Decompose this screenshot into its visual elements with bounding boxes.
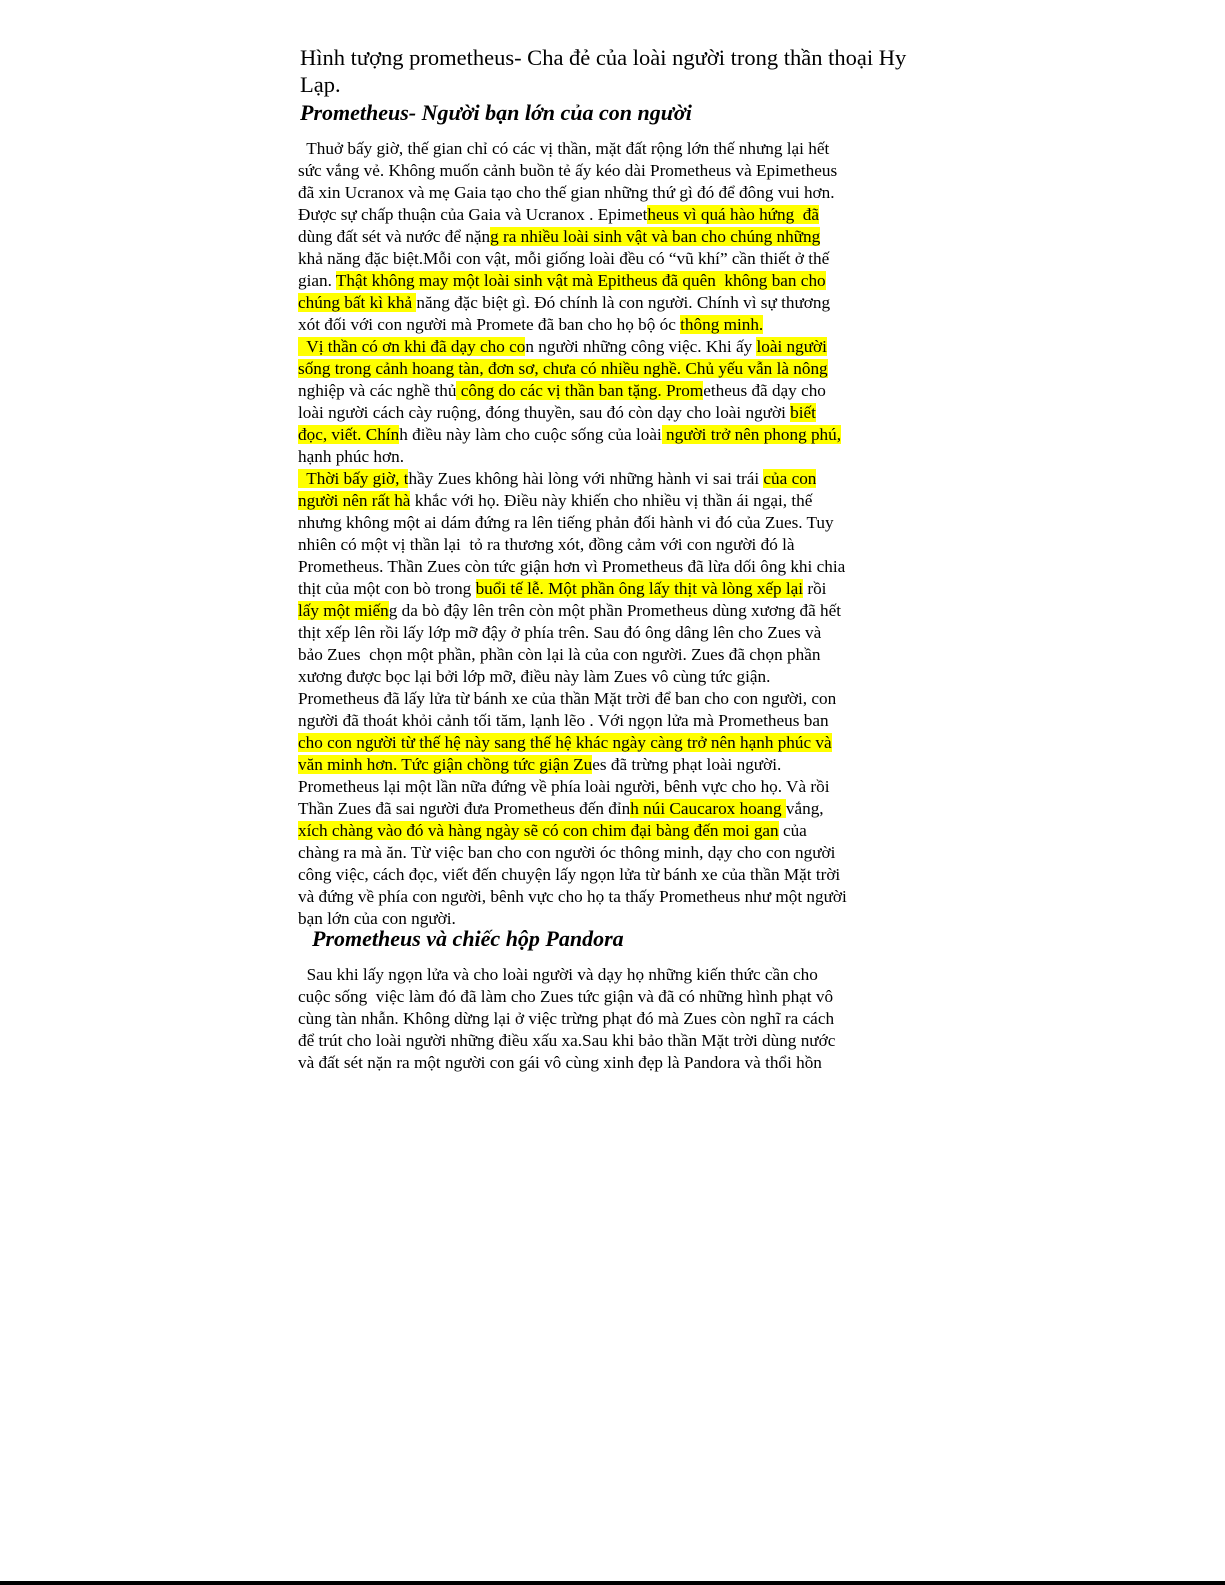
page-bottom-rule <box>0 1581 1225 1585</box>
text-line <box>298 1030 835 1052</box>
text-line <box>298 380 826 402</box>
highlighted-text: người trở nên phong phú, <box>661 425 842 444</box>
text-line <box>298 864 840 886</box>
highlighted-text: Thời bấy giờ, t <box>298 469 409 488</box>
text-run: chàng ra mà ăn. Từ việc ban cho con người óc thông minh, dạy cho con người <box>298 843 836 862</box>
highlighted-text: văn minh hơn. Tức giận chồng tức giận Zu <box>298 755 593 774</box>
text-run: xương được bọc lại bởi lớp mỡ, điều này làm Zues vô cùng tức giận. <box>298 667 771 686</box>
highlighted-text: Vị thần có ơn khi đã dạy cho co <box>298 337 526 356</box>
text-run: người đã thoát khỏi cảnh tối tăm, lạnh lẽo . Với ngọn lửa mà Prometheus ban <box>298 711 829 730</box>
text-run: nhiên có một vị thần lại tỏ ra thương xót, đồng cảm với con người đó là <box>298 535 795 554</box>
text-run: cuộc sống việc làm đó đã làm cho Zues tức giận và đã có những hình phạt vô <box>298 987 834 1006</box>
text-line <box>298 534 795 556</box>
text-run: và đứng về phía con người, bênh vực cho họ ta thấy Prometheus như một người <box>298 887 847 906</box>
text-line <box>298 424 841 446</box>
text-line <box>298 1008 834 1030</box>
text-run: xót đối với con người mà Promete đã ban cho họ bộ óc <box>298 315 681 334</box>
text-run: bạn lớn của con người. <box>298 909 456 928</box>
text-line <box>298 358 828 380</box>
text-line <box>298 798 824 820</box>
text-run: nghiệp và các nghề thủ <box>298 381 457 400</box>
text-run: hạnh phúc hơn. <box>298 447 404 466</box>
text-line <box>298 578 826 600</box>
text-run: bảo Zues chọn một phần, phần còn lại là của con người. Zues đã chọn phần <box>298 645 821 664</box>
highlighted-text: đọc, viết. Chín <box>298 425 400 444</box>
highlighted-text: loài người <box>756 337 827 356</box>
text-line <box>298 248 829 270</box>
highlighted-text: h núi Caucarox hoang <box>630 799 786 818</box>
text-line <box>298 556 845 578</box>
highlighted-text: buổi tế lễ. Một phần ông lấy thịt và lòng xếp lại <box>475 579 804 598</box>
text-run: h điều này làm cho cuộc sống của loài <box>399 425 662 444</box>
text-line <box>298 754 781 776</box>
text-run: đã xin Ucranox và mẹ Gaia tạo cho thế gian những thứ gì đó để đông vui hơn. <box>298 183 835 202</box>
highlighted-text: thông minh. <box>680 315 764 334</box>
text-run: của <box>778 821 807 840</box>
highlighted-text: g ra nhiều loài sinh vật và ban cho chúng những <box>490 227 821 246</box>
text-line <box>298 600 841 622</box>
text-run: để trút cho loài người những điều xấu xa.Sau khi bảo thần Mặt trời dùng nước <box>298 1031 836 1050</box>
highlighted-text: của con <box>763 469 817 488</box>
text-run: Thuở bấy giờ, thế gian chỉ có các vị thần, mặt đất rộng lớn thế nhưng lại hết <box>298 139 830 158</box>
highlighted-text: heus vì quá hào hứng đã <box>647 205 819 224</box>
text-run: sức vắng vẻ. Không muốn cảnh buồn tẻ ấy kéo dài Prometheus và Epimetheus <box>298 161 838 180</box>
text-line <box>298 490 812 512</box>
text-line <box>298 732 832 754</box>
text-line <box>298 886 847 908</box>
text-line <box>298 666 770 688</box>
text-line <box>298 710 829 732</box>
highlighted-text: xích chàng vào đó và hàng ngày sẽ có con chim đại bàng đến moi gan <box>298 821 779 840</box>
section-heading-pandora-box: Prometheus và chiếc hộp Pandora <box>312 926 624 951</box>
text-line <box>298 776 829 798</box>
text-line <box>298 160 837 182</box>
text-line <box>298 986 833 1008</box>
highlighted-text: biết <box>790 403 816 422</box>
text-run: n người những công việc. Khi ấy <box>525 337 757 356</box>
text-run: thịt của một con bò trong <box>298 579 476 598</box>
text-line <box>298 270 826 292</box>
text-line <box>298 820 807 842</box>
highlighted-text: sống trong cảnh hoang tàn, đơn sơ, chưa có nhiều nghề. Chủ yếu vẫn là nông <box>298 359 828 378</box>
text-run: và đất sét nặn ra một người con gái vô cùng xinh đẹp là Pandora và thổi hồn <box>298 1053 822 1072</box>
highlighted-text: cho con người từ thế hệ này sang thế hệ khác ngày càng trở nên hạnh phúc và <box>298 733 832 752</box>
text-line <box>298 446 404 468</box>
text-run: nhưng không một ai dám đứng ra lên tiếng phản đối hành vi đó của Zues. Tuy <box>298 513 834 532</box>
section-heading-prometheus-friend: Prometheus- Người bạn lớn của con người <box>300 100 692 125</box>
text-line <box>298 688 836 710</box>
text-run: khả năng đặc biệt.Mỗi con vật, mỗi giống loài đều có “vũ khí” cần thiết ở thế <box>298 249 830 268</box>
text-run: etheus đã dạy cho <box>703 381 826 400</box>
highlighted-text: Thật không may một loài sinh vật mà Epitheus đã quên không ban cho <box>335 271 826 290</box>
text-line <box>298 644 820 666</box>
text-line <box>298 622 821 644</box>
text-line <box>298 964 818 986</box>
text-run: công việc, cách đọc, viết đến chuyện lấy ngọn lửa từ bánh xe của thần Mặt trời <box>298 865 841 884</box>
text-line <box>298 138 829 160</box>
text-line <box>298 468 816 490</box>
text-run: hầy Zues không hài lòng với những hành vi sai trái <box>408 469 764 488</box>
text-run: Prometheus lại một lần nữa đứng về phía loài người, bênh vực cho họ. Và rồi <box>298 777 830 796</box>
highlighted-text: công do các vị thần ban tặng. Prom <box>456 381 704 400</box>
text-line <box>298 842 835 864</box>
highlighted-text: lấy một miến <box>298 601 389 620</box>
text-run: Thần Zues đã sai người đưa Prometheus đến đỉn <box>298 799 631 818</box>
text-line <box>298 512 834 534</box>
text-run: thịt xếp lên rồi lấy lớp mỡ đậy ở phía trên. Sau đó ông dâng lên cho Zues và <box>298 623 822 642</box>
text-run: loài người cách cày ruộng, đóng thuyền, sau đó còn dạy cho loài người <box>298 403 791 422</box>
text-line <box>298 204 819 226</box>
text-run: Prometheus. Thần Zues còn tức giận hơn vì Prometheus đã lừa dối ông khi chia <box>298 557 846 576</box>
text-run: năng đặc biệt gì. Đó chính là con người. Chính vì sự thương <box>416 293 831 312</box>
text-run: Prometheus đã lấy lửa từ bánh xe của thần Mặt trời để ban cho con người, con <box>298 689 837 708</box>
highlighted-text: người nên rất hà <box>298 491 411 510</box>
text-run: dùng đất sét và nước để nặn <box>298 227 491 246</box>
text-line <box>298 226 820 248</box>
text-line <box>298 336 827 358</box>
text-run: Được sự chấp thuận của Gaia và Ucranox . Epimet <box>298 205 648 224</box>
text-run: vắng, <box>785 799 824 818</box>
text-run: khắc với họ. Điều này khiến cho nhiều vị thần ái ngại, thế <box>410 491 813 510</box>
text-line <box>298 292 830 314</box>
text-run: gian. <box>298 271 336 290</box>
text-line <box>298 314 763 336</box>
text-run: rồi <box>803 579 827 598</box>
text-line <box>298 1052 822 1074</box>
highlighted-text: chúng bất kì khả <box>298 293 417 312</box>
text-run: Sau khi lấy ngọn lửa và cho loài người và dạy họ những kiến thức cần cho <box>298 965 818 984</box>
text-run: g da bò đậy lên trên còn một phần Prometheus dùng xương đã hết <box>388 601 841 620</box>
text-run: cùng tàn nhẫn. Không dừng lại ở việc trừng phạt đó mà Zues còn nghĩ ra cách <box>298 1009 835 1028</box>
text-line <box>298 182 835 204</box>
text-line <box>298 402 816 424</box>
document-title: Hình tượng prometheus- Cha đẻ của loài người trong thần thoại Hy Lạp. <box>300 45 907 97</box>
text-run: es đã trừng phạt loài người. <box>592 755 782 774</box>
